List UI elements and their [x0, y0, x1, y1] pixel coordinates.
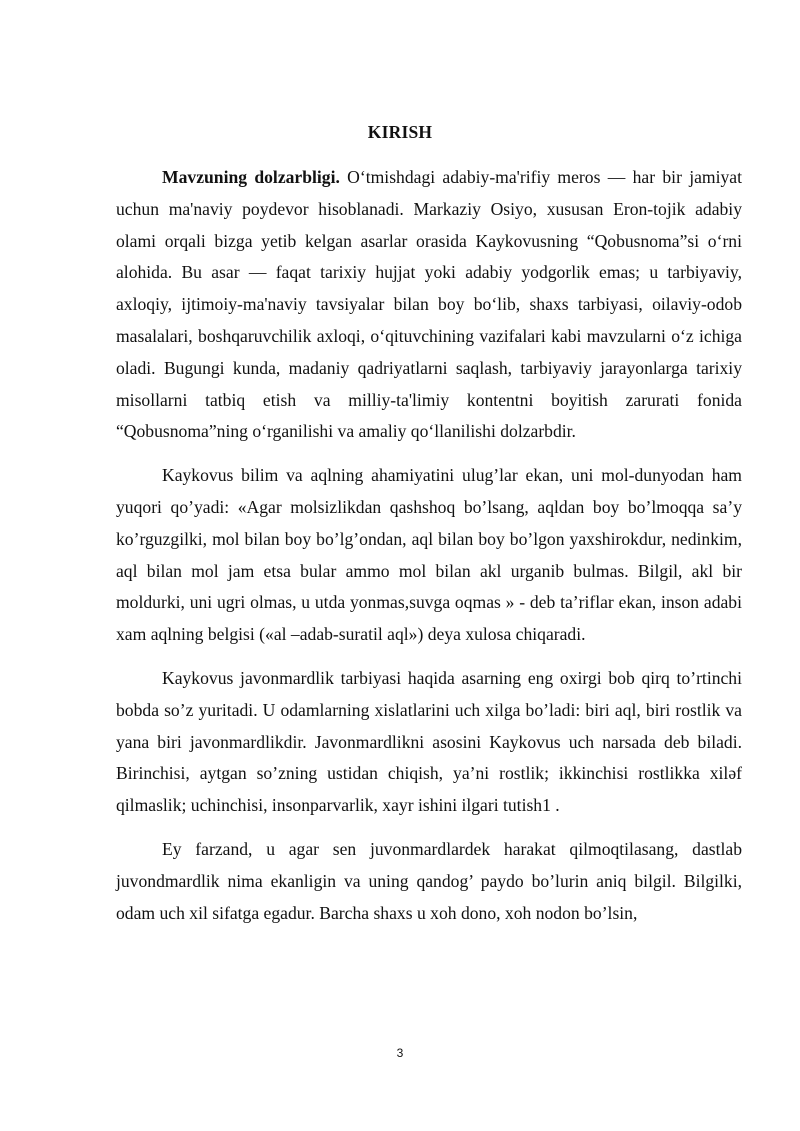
- paragraph-advice: [116, 834, 742, 929]
- paragraph-text: Kaykovus bilim va aqlning ahamiyatini ulug’lar ekan, uni mol-dunyodan ham yuqori qo’yadi: «Agar molsizlikdan qashshoq bo’lsang, aqldan boy bo’lmoqqa sa’y ko’rguzgilki, mol bilan boy bo’lg’ondan, aql bilan boy bo’lgon yaxshirokdur, nedinkim, aql bilan mol jam etsa bular ammo mol bilan akl urganib bulmas. Bilgil, akl bir moldurki, uni ugri olmas, u utda yonmas,suvga oqmas » - deb ta’riflar ekan, inson adabi xam aqlning belgisi («al –adab-suratil aql») deya xulosa chiqaradi.: [116, 465, 742, 645]
- paragraph-lead-heading: Mavzuning dolzarbligi.: [162, 167, 340, 187]
- paragraph-relevance: [116, 162, 742, 448]
- paragraph-text: Ey farzand, u agar sen juvonmardlardek harakat qilmoqtilasang, dastlab juvondmardlik nima ekanligin va uning qandog’ paydo bo’lurin aniq bilgil. Bilgilki, odam uch xil sifatga egadur. Barcha shaxs u xoh dono, xoh nodon bo’lsin,: [116, 838, 742, 923]
- paragraph-text: Kaykovus javonmardlik tarbiyasi haqida asarning eng oxirgi bob qirq to’rtinchi bobda so’z yuritadi. U odamlarning xislatlarini uch xilga bo’ladi: biri aql, biri rostlik va yana biri javonmardlikdir. Javonmardlikni asosini Kaykovus uch narsada deb biladi. Birinchisi, aytgan so’zning ustidan chiqish, ya’ni rostlik; ikkinchisi rostlikka xiləf qilmaslik; uchinchisi, insonparvarlik, xayr ishini ilgari tutish1 .: [116, 667, 742, 816]
- paragraph-javonmardlik: [116, 663, 742, 822]
- paragraph-knowledge: [116, 460, 742, 651]
- page-title: KIRISH: [367, 122, 433, 142]
- paragraph-text: O‘tmishdagi adabiy-ma'rifiy meros — har bir jamiyat uchun ma'naviy poydevor hisoblanadi. Markaziy Osiyo, xususan Eron-tojik adabiy olami orqali bizga yetib kelgan asarlar orasida Kaykovusning “Qobusnoma”si o‘rni alohida. Bu asar — faqat tarixiy hujjat yoki adabiy yodgorlik emas; u tarbiyaviy, axloqiy, ijtimoiy-ma'naviy tavsiyalar bilan boy bo‘lib, shaxs tarbiyasi, oilaviy-odob masalalari, boshqaruvchilik axloqi, o‘qituvchining vazifalari kabi mavzularni o‘z ichiga oladi. Bugungi kunda, madaniy qadriyatlarni saqlash, tarbiyaviy jarayonlarga tarixiy misollarni tatbiq etish va milliy-ta'limiy kontentni boyitish zarurati fonida “Qobusnoma”ning o‘rganilishi va amaliy qo‘llanilishi dolzarbdir.: [116, 167, 742, 442]
- document-body: [116, 162, 742, 929]
- page-number: 3: [396, 1046, 404, 1060]
